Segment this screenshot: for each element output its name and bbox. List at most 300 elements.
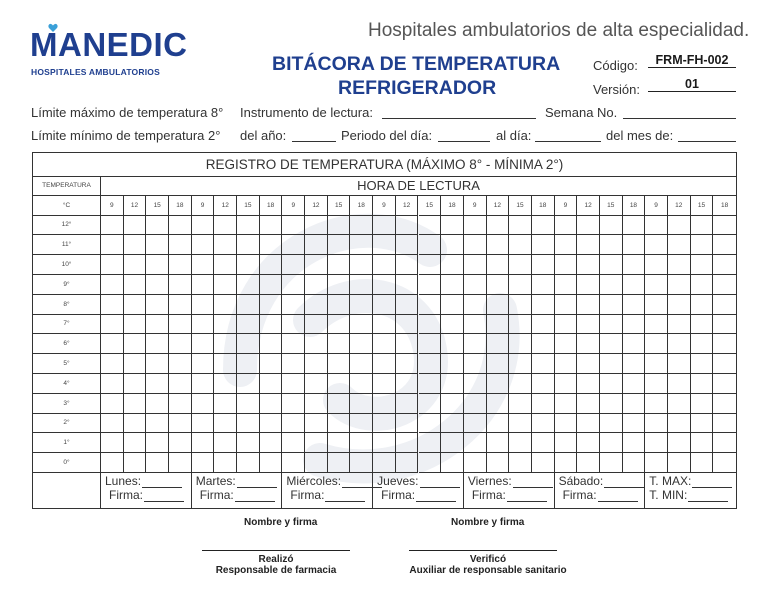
reading-cell[interactable] [691, 255, 714, 275]
reading-cell[interactable] [146, 414, 169, 434]
reading-cell[interactable] [192, 374, 215, 394]
reading-cell[interactable] [509, 255, 532, 275]
reading-cell[interactable] [396, 374, 419, 394]
reading-cell[interactable] [146, 394, 169, 414]
reading-cell[interactable] [713, 216, 736, 236]
reading-cell[interactable] [192, 354, 215, 374]
reading-cell[interactable] [169, 216, 192, 236]
reading-cell[interactable] [532, 453, 555, 473]
reading-cell[interactable] [577, 453, 600, 473]
fill-line[interactable] [604, 477, 644, 488]
reading-cell[interactable] [373, 453, 396, 473]
reading-cell[interactable] [350, 235, 373, 255]
reading-cell[interactable] [396, 255, 419, 275]
reading-cell[interactable] [237, 334, 260, 354]
reading-cell[interactable] [441, 216, 464, 236]
reading-cell[interactable] [124, 453, 147, 473]
reading-cell[interactable] [146, 433, 169, 453]
fill-line[interactable] [237, 477, 277, 488]
signature-line-left[interactable] [202, 550, 350, 551]
reading-cell[interactable] [441, 295, 464, 315]
reading-cell[interactable] [577, 315, 600, 335]
reading-cell[interactable] [101, 275, 124, 295]
reading-cell[interactable] [509, 315, 532, 335]
reading-cell[interactable] [124, 354, 147, 374]
reading-cell[interactable] [260, 433, 283, 453]
reading-cell[interactable] [305, 255, 328, 275]
reading-cell[interactable] [532, 255, 555, 275]
reading-cell[interactable] [328, 453, 351, 473]
reading-cell[interactable] [282, 315, 305, 335]
reading-cell[interactable] [464, 275, 487, 295]
reading-cell[interactable] [146, 374, 169, 394]
fill-line[interactable] [692, 477, 732, 488]
reading-cell[interactable] [487, 315, 510, 335]
reading-cell[interactable] [305, 295, 328, 315]
reading-cell[interactable] [396, 354, 419, 374]
reading-cell[interactable] [691, 275, 714, 295]
reading-cell[interactable] [713, 433, 736, 453]
reading-cell[interactable] [555, 216, 578, 236]
reading-cell[interactable] [328, 354, 351, 374]
reading-cell[interactable] [124, 374, 147, 394]
reading-cell[interactable] [555, 334, 578, 354]
reading-cell[interactable] [192, 334, 215, 354]
reading-cell[interactable] [169, 374, 192, 394]
reading-cell[interactable] [373, 354, 396, 374]
reading-cell[interactable] [668, 295, 691, 315]
reading-cell[interactable] [509, 374, 532, 394]
signature-line-right[interactable] [409, 550, 557, 551]
reading-cell[interactable] [260, 453, 283, 473]
reading-cell[interactable] [600, 315, 623, 335]
reading-cell[interactable] [464, 394, 487, 414]
reading-cell[interactable] [350, 275, 373, 295]
reading-cell[interactable] [373, 216, 396, 236]
reading-cell[interactable] [282, 216, 305, 236]
reading-cell[interactable] [419, 295, 442, 315]
reading-cell[interactable] [713, 374, 736, 394]
reading-cell[interactable] [169, 433, 192, 453]
reading-cell[interactable] [713, 255, 736, 275]
reading-cell[interactable] [282, 295, 305, 315]
reading-cell[interactable] [691, 414, 714, 434]
reading-cell[interactable] [645, 433, 668, 453]
reading-cell[interactable] [577, 374, 600, 394]
reading-cell[interactable] [124, 315, 147, 335]
reading-cell[interactable] [396, 414, 419, 434]
fill-line[interactable] [325, 491, 365, 502]
reading-cell[interactable] [487, 334, 510, 354]
reading-cell[interactable] [260, 275, 283, 295]
reading-cell[interactable] [691, 216, 714, 236]
reading-cell[interactable] [623, 255, 646, 275]
reading-cell[interactable] [282, 394, 305, 414]
reading-cell[interactable] [464, 414, 487, 434]
reading-cell[interactable] [645, 315, 668, 335]
reading-cell[interactable] [328, 414, 351, 434]
reading-cell[interactable] [441, 374, 464, 394]
reading-cell[interactable] [532, 414, 555, 434]
fill-line[interactable] [507, 491, 547, 502]
reading-cell[interactable] [146, 275, 169, 295]
reading-cell[interactable] [487, 394, 510, 414]
day-signature-block[interactable] [101, 473, 192, 508]
reading-cell[interactable] [101, 295, 124, 315]
fill-line[interactable] [144, 491, 184, 502]
reading-cell[interactable] [441, 453, 464, 473]
reading-cell[interactable] [623, 315, 646, 335]
reading-cell[interactable] [350, 295, 373, 315]
reading-cell[interactable] [328, 235, 351, 255]
reading-cell[interactable] [124, 433, 147, 453]
reading-cell[interactable] [237, 453, 260, 473]
reading-cell[interactable] [350, 394, 373, 414]
reading-cell[interactable] [214, 453, 237, 473]
fill-line[interactable] [598, 491, 638, 502]
reading-cell[interactable] [555, 275, 578, 295]
instrumento-field[interactable] [382, 106, 536, 119]
reading-cell[interactable] [713, 354, 736, 374]
reading-cell[interactable] [373, 414, 396, 434]
reading-cell[interactable] [555, 255, 578, 275]
reading-cell[interactable] [487, 374, 510, 394]
reading-cell[interactable] [169, 295, 192, 315]
reading-cell[interactable] [577, 275, 600, 295]
reading-cell[interactable] [419, 453, 442, 473]
reading-cell[interactable] [214, 235, 237, 255]
reading-cell[interactable] [419, 354, 442, 374]
reading-cell[interactable] [192, 216, 215, 236]
reading-cell[interactable] [373, 315, 396, 335]
reading-cell[interactable] [464, 334, 487, 354]
reading-cell[interactable] [373, 295, 396, 315]
reading-cell[interactable] [305, 216, 328, 236]
reading-cell[interactable] [600, 334, 623, 354]
reading-cell[interactable] [373, 433, 396, 453]
reading-cell[interactable] [282, 453, 305, 473]
reading-cell[interactable] [101, 414, 124, 434]
reading-cell[interactable] [668, 216, 691, 236]
reading-cell[interactable] [623, 275, 646, 295]
reading-cell[interactable] [441, 394, 464, 414]
reading-cell[interactable] [373, 235, 396, 255]
reading-cell[interactable] [419, 433, 442, 453]
reading-cell[interactable] [101, 235, 124, 255]
reading-cell[interactable] [282, 354, 305, 374]
reading-cell[interactable] [645, 453, 668, 473]
reading-cell[interactable] [623, 374, 646, 394]
reading-cell[interactable] [645, 235, 668, 255]
reading-cell[interactable] [441, 255, 464, 275]
reading-cell[interactable] [532, 374, 555, 394]
fill-line[interactable] [235, 491, 275, 502]
day-signature-block[interactable] [282, 473, 373, 508]
reading-cell[interactable] [600, 394, 623, 414]
reading-cell[interactable] [713, 315, 736, 335]
reading-cell[interactable] [464, 453, 487, 473]
reading-cell[interactable] [237, 433, 260, 453]
reading-cell[interactable] [645, 275, 668, 295]
reading-cell[interactable] [169, 354, 192, 374]
reading-cell[interactable] [419, 315, 442, 335]
reading-cell[interactable] [169, 255, 192, 275]
reading-cell[interactable] [237, 275, 260, 295]
reading-cell[interactable] [214, 315, 237, 335]
reading-cell[interactable] [487, 275, 510, 295]
reading-cell[interactable] [419, 394, 442, 414]
reading-cell[interactable] [691, 354, 714, 374]
reading-cell[interactable] [645, 216, 668, 236]
reading-cell[interactable] [668, 453, 691, 473]
reading-cell[interactable] [373, 275, 396, 295]
reading-cell[interactable] [713, 394, 736, 414]
fill-line[interactable] [688, 491, 728, 502]
reading-cell[interactable] [214, 255, 237, 275]
reading-cell[interactable] [509, 235, 532, 255]
reading-cell[interactable] [396, 275, 419, 295]
reading-cell[interactable] [328, 433, 351, 453]
reading-cell[interactable] [464, 433, 487, 453]
reading-cell[interactable] [169, 275, 192, 295]
reading-cell[interactable] [350, 433, 373, 453]
reading-cell[interactable] [668, 334, 691, 354]
reading-cell[interactable] [237, 216, 260, 236]
reading-cell[interactable] [464, 235, 487, 255]
reading-cell[interactable] [260, 315, 283, 335]
reading-cell[interactable] [146, 255, 169, 275]
reading-cell[interactable] [555, 295, 578, 315]
reading-cell[interactable] [555, 235, 578, 255]
reading-cell[interactable] [146, 235, 169, 255]
reading-cell[interactable] [645, 414, 668, 434]
reading-cell[interactable] [623, 334, 646, 354]
reading-cell[interactable] [668, 354, 691, 374]
reading-cell[interactable] [305, 394, 328, 414]
reading-cell[interactable] [668, 235, 691, 255]
reading-cell[interactable] [146, 334, 169, 354]
reading-cell[interactable] [101, 255, 124, 275]
reading-cell[interactable] [260, 216, 283, 236]
reading-cell[interactable] [373, 374, 396, 394]
reading-cell[interactable] [555, 354, 578, 374]
reading-cell[interactable] [305, 374, 328, 394]
reading-cell[interactable] [214, 394, 237, 414]
reading-cell[interactable] [600, 295, 623, 315]
reading-cell[interactable] [532, 433, 555, 453]
reading-cell[interactable] [101, 315, 124, 335]
reading-cell[interactable] [373, 255, 396, 275]
fill-line[interactable] [416, 491, 456, 502]
reading-cell[interactable] [532, 295, 555, 315]
reading-cell[interactable] [237, 354, 260, 374]
reading-cell[interactable] [464, 315, 487, 335]
periodo-field[interactable] [438, 129, 490, 142]
reading-cell[interactable] [441, 235, 464, 255]
reading-cell[interactable] [101, 453, 124, 473]
reading-cell[interactable] [555, 315, 578, 335]
reading-cell[interactable] [260, 334, 283, 354]
reading-cell[interactable] [305, 235, 328, 255]
reading-cell[interactable] [532, 275, 555, 295]
reading-cell[interactable] [305, 334, 328, 354]
reading-cell[interactable] [124, 334, 147, 354]
reading-cell[interactable] [282, 374, 305, 394]
reading-cell[interactable] [509, 394, 532, 414]
day-signature-block[interactable] [192, 473, 283, 508]
reading-cell[interactable] [713, 235, 736, 255]
reading-cell[interactable] [328, 334, 351, 354]
reading-cell[interactable] [600, 414, 623, 434]
reading-cell[interactable] [555, 414, 578, 434]
reading-cell[interactable] [600, 433, 623, 453]
reading-cell[interactable] [623, 216, 646, 236]
reading-cell[interactable] [577, 354, 600, 374]
reading-cell[interactable] [214, 374, 237, 394]
reading-cell[interactable] [214, 275, 237, 295]
reading-cell[interactable] [396, 394, 419, 414]
reading-cell[interactable] [350, 453, 373, 473]
reading-cell[interactable] [464, 295, 487, 315]
reading-cell[interactable] [668, 374, 691, 394]
al-dia-field[interactable] [535, 129, 601, 142]
reading-cell[interactable] [350, 354, 373, 374]
reading-cell[interactable] [532, 315, 555, 335]
day-signature-block[interactable] [464, 473, 555, 508]
reading-cell[interactable] [623, 414, 646, 434]
reading-cell[interactable] [350, 315, 373, 335]
reading-cell[interactable] [237, 315, 260, 335]
reading-cell[interactable] [623, 235, 646, 255]
reading-cell[interactable] [101, 394, 124, 414]
reading-cell[interactable] [464, 354, 487, 374]
reading-cell[interactable] [555, 394, 578, 414]
reading-cell[interactable] [600, 235, 623, 255]
reading-cell[interactable] [305, 275, 328, 295]
reading-cell[interactable] [532, 334, 555, 354]
reading-cell[interactable] [691, 315, 714, 335]
reading-cell[interactable] [396, 334, 419, 354]
reading-cell[interactable] [691, 334, 714, 354]
reading-cell[interactable] [577, 235, 600, 255]
reading-cell[interactable] [192, 453, 215, 473]
reading-cell[interactable] [328, 275, 351, 295]
reading-cell[interactable] [305, 315, 328, 335]
reading-cell[interactable] [305, 354, 328, 374]
reading-cell[interactable] [192, 433, 215, 453]
day-signature-block[interactable] [555, 473, 646, 508]
reading-cell[interactable] [441, 334, 464, 354]
reading-cell[interactable] [509, 216, 532, 236]
reading-cell[interactable] [600, 275, 623, 295]
reading-cell[interactable] [464, 255, 487, 275]
reading-cell[interactable] [237, 255, 260, 275]
reading-cell[interactable] [487, 235, 510, 255]
reading-cell[interactable] [509, 354, 532, 374]
reading-cell[interactable] [623, 354, 646, 374]
reading-cell[interactable] [464, 216, 487, 236]
reading-cell[interactable] [396, 433, 419, 453]
reading-cell[interactable] [668, 315, 691, 335]
reading-cell[interactable] [101, 433, 124, 453]
reading-cell[interactable] [487, 414, 510, 434]
reading-cell[interactable] [237, 374, 260, 394]
reading-cell[interactable] [305, 433, 328, 453]
reading-cell[interactable] [396, 216, 419, 236]
reading-cell[interactable] [192, 295, 215, 315]
reading-cell[interactable] [668, 414, 691, 434]
reading-cell[interactable] [487, 453, 510, 473]
reading-cell[interactable] [260, 354, 283, 374]
reading-cell[interactable] [577, 334, 600, 354]
mes-field[interactable] [678, 129, 736, 142]
reading-cell[interactable] [713, 453, 736, 473]
reading-cell[interactable] [691, 433, 714, 453]
reading-cell[interactable] [713, 275, 736, 295]
reading-cell[interactable] [577, 255, 600, 275]
reading-cell[interactable] [282, 334, 305, 354]
reading-cell[interactable] [192, 235, 215, 255]
reading-cell[interactable] [532, 216, 555, 236]
reading-cell[interactable] [260, 235, 283, 255]
reading-cell[interactable] [691, 394, 714, 414]
reading-cell[interactable] [441, 354, 464, 374]
reading-cell[interactable] [282, 235, 305, 255]
reading-cell[interactable] [373, 334, 396, 354]
reading-cell[interactable] [192, 394, 215, 414]
reading-cell[interactable] [101, 374, 124, 394]
reading-cell[interactable] [169, 315, 192, 335]
reading-cell[interactable] [169, 453, 192, 473]
reading-cell[interactable] [146, 295, 169, 315]
reading-cell[interactable] [713, 414, 736, 434]
reading-cell[interactable] [623, 394, 646, 414]
reading-cell[interactable] [396, 453, 419, 473]
fill-line[interactable] [420, 477, 460, 488]
reading-cell[interactable] [146, 315, 169, 335]
ano-field[interactable] [292, 129, 336, 142]
reading-cell[interactable] [555, 374, 578, 394]
reading-cell[interactable] [668, 433, 691, 453]
reading-cell[interactable] [260, 394, 283, 414]
reading-cell[interactable] [169, 394, 192, 414]
semana-field[interactable] [623, 106, 736, 119]
reading-cell[interactable] [713, 334, 736, 354]
reading-cell[interactable] [713, 295, 736, 315]
reading-cell[interactable] [645, 255, 668, 275]
reading-cell[interactable] [555, 453, 578, 473]
reading-cell[interactable] [282, 433, 305, 453]
reading-cell[interactable] [487, 255, 510, 275]
reading-cell[interactable] [124, 295, 147, 315]
reading-cell[interactable] [600, 354, 623, 374]
reading-cell[interactable] [282, 414, 305, 434]
reading-cell[interactable] [124, 394, 147, 414]
reading-cell[interactable] [487, 216, 510, 236]
reading-cell[interactable] [146, 354, 169, 374]
reading-cell[interactable] [305, 414, 328, 434]
reading-cell[interactable] [237, 414, 260, 434]
reading-cell[interactable] [419, 374, 442, 394]
reading-cell[interactable] [600, 453, 623, 473]
reading-cell[interactable] [328, 315, 351, 335]
reading-cell[interactable] [192, 275, 215, 295]
reading-cell[interactable] [237, 235, 260, 255]
reading-cell[interactable] [668, 394, 691, 414]
reading-cell[interactable] [668, 275, 691, 295]
reading-cell[interactable] [623, 433, 646, 453]
reading-cell[interactable] [487, 295, 510, 315]
